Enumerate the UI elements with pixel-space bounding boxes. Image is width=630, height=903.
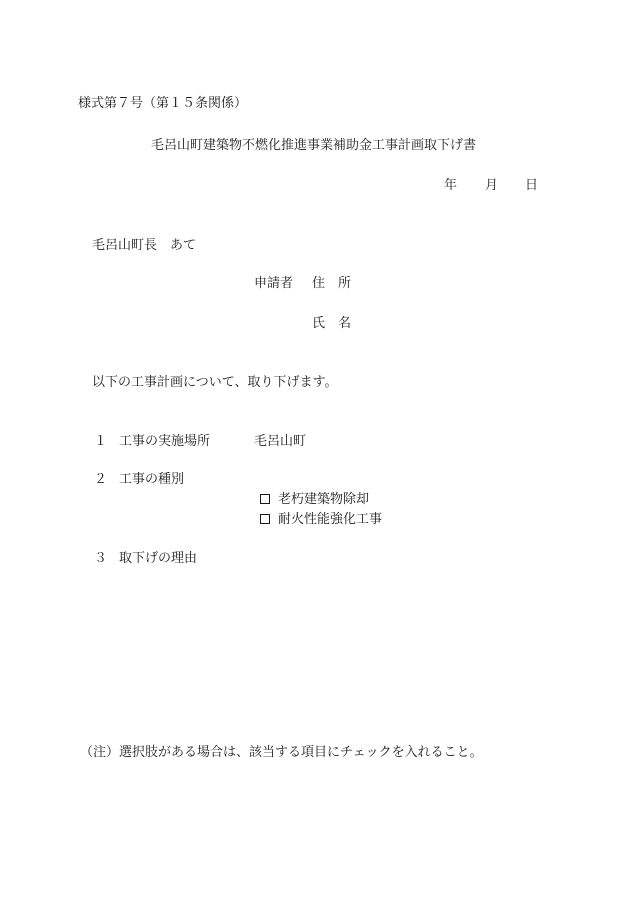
item-value-location: 毛呂山町 [254, 434, 307, 449]
date-month-label: 月 [485, 178, 499, 193]
statement: 以下の工事計画について、取り下げます。 [92, 375, 338, 390]
address-label: 住 所 [312, 276, 352, 291]
date-day-label: 日 [525, 178, 539, 193]
work-type-option-label: 老朽建築物除却 [278, 492, 370, 507]
item-label-work-type: 工事の種別 [119, 472, 185, 487]
form-number: 様式第７号（第１５条関係） [78, 96, 248, 111]
name-label: 氏 名 [312, 316, 352, 331]
item-number-1: １ [94, 434, 108, 449]
checkbox-icon[interactable] [260, 494, 270, 504]
footnote: （注）選択肢がある場合は、該当する項目にチェックを入れること。 [80, 745, 483, 760]
item-label-location: 工事の実施場所 [119, 434, 211, 449]
item-number-3: ３ [94, 551, 108, 566]
date-year-label: 年 [444, 178, 458, 193]
applicant-label: 申請者 [254, 276, 294, 291]
item-label-reason: 取下げの理由 [119, 551, 198, 566]
work-type-option-demolition[interactable] [260, 492, 369, 508]
work-type-option-label: 耐火性能強化工事 [278, 512, 383, 527]
addressee: 毛呂山町長 あて [92, 238, 197, 253]
document-title: 毛呂山町建築物不燃化推進事業補助金工事計画取下げ書 [151, 138, 477, 153]
work-type-option-fireproofing[interactable] [260, 512, 382, 528]
checkbox-icon[interactable] [260, 514, 270, 524]
item-number-2: ２ [94, 472, 108, 487]
